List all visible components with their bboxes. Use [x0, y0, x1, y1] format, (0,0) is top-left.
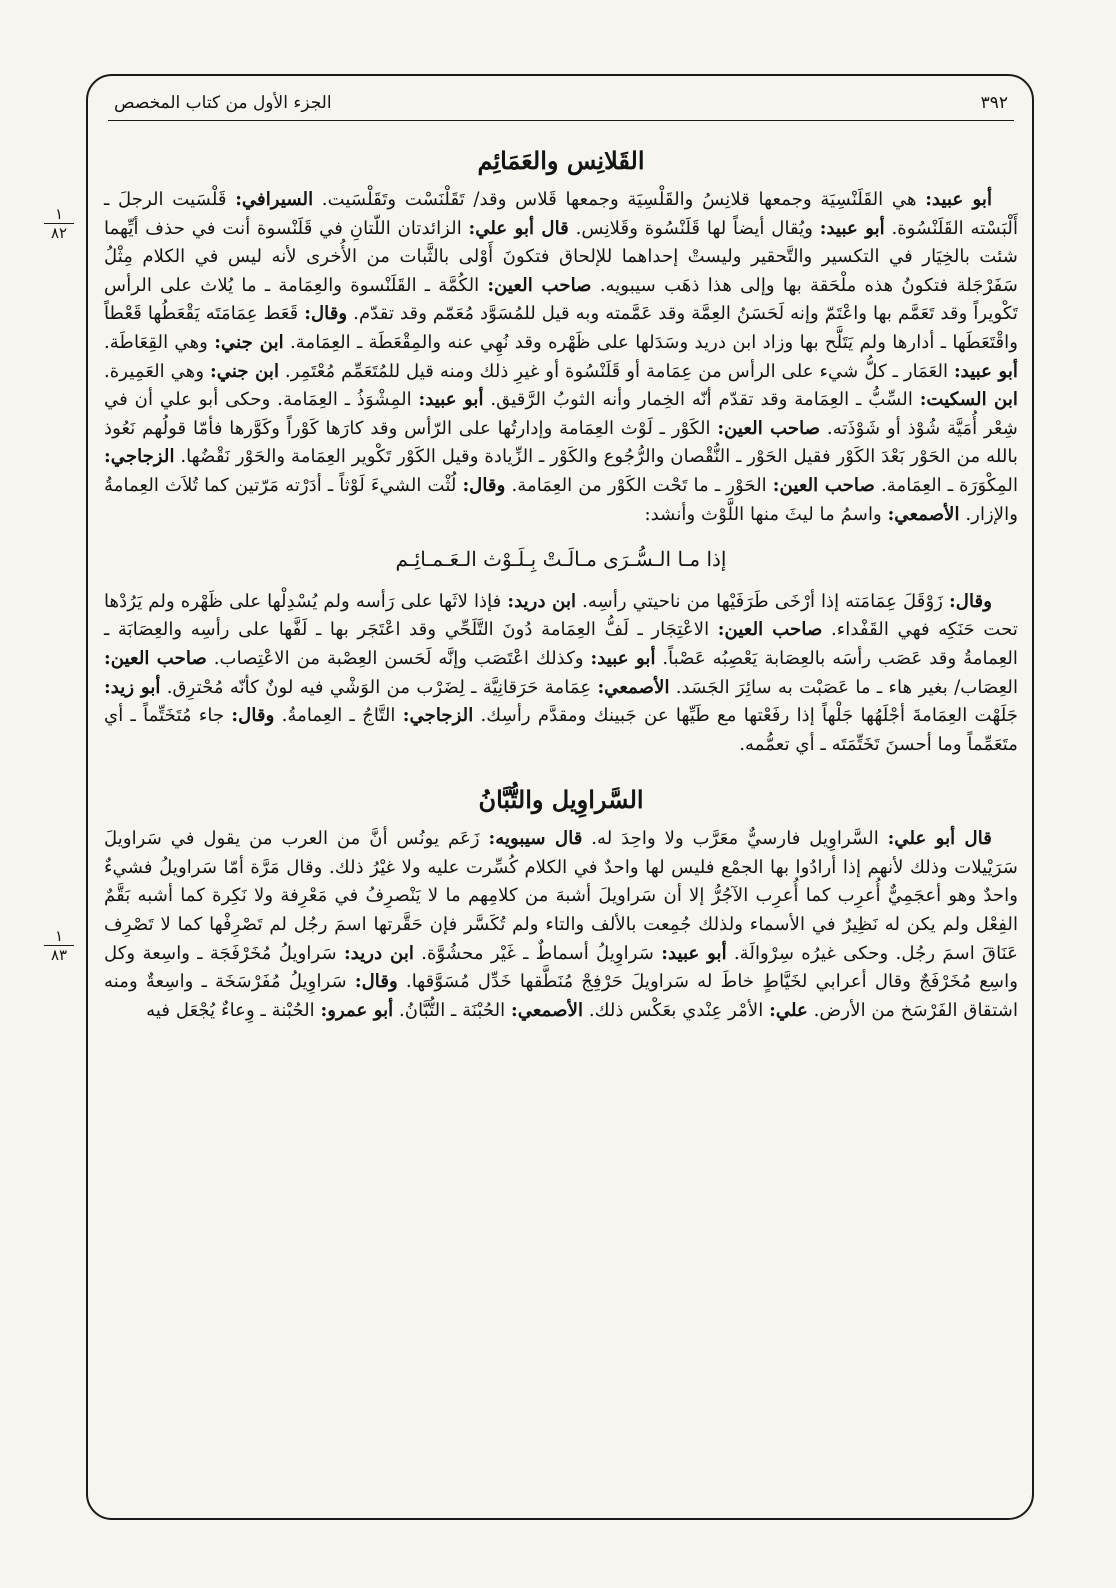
source-name: وقال:	[231, 705, 275, 727]
text-run: العِصَاب/ بغير هاء ـ ما عَصَبْت به سائِرَ الجَسَد.	[669, 676, 1019, 698]
text-run: زَوْقَلَ عِمَامَته إذا أرْخَى طَرَفَيْها من ناحيتي رأسِه.	[576, 590, 950, 612]
text-run: الاعْتِجَار ـ لَفُّ العِمَامة دُونَ التَّلَحِّي وقد اعْتَجَر بها ـ لَفَّها على رأسِه والعِصَابَة ـ العِمامةُ وقد عَصَب رأسَه بالعِصَابة يَعْصِبُه عَصْباً.	[104, 619, 1018, 669]
source-name: الزجاجي:	[402, 705, 474, 727]
text-run: واسمُ ما ليثَ منها اللَّوْث وأنشد:	[644, 503, 888, 525]
source-name: أبو عبيد:	[925, 189, 993, 210]
source-name: قال سيبويه:	[488, 828, 583, 850]
text-run: عِمَامة حَرَقانِيَّة ـ لِضَرْب من الوَشْي فيه لونٌ كأنّه مُحْترِق.	[160, 676, 598, 698]
book-title: الجزء الأول من كتاب المخصص	[114, 93, 332, 113]
source-name: الزجاجي:	[104, 446, 175, 468]
text-run: ويُقال أيضاً لها قَلَنْسُوة وقَلانِس.	[568, 217, 820, 239]
text-run: المِشْوَذُ ـ العِمَامة. وحكى أبو علي أن في شِعْر أُمَيَّة شُوْذ أو شَوْذَته.	[104, 389, 1018, 439]
page-content	[104, 138, 1018, 1025]
source-name: ابن جني:	[210, 360, 280, 382]
source-name: ابن دريد:	[507, 590, 577, 612]
text-run: السَّراوِيل فارسيٌّ معَرَّب ولا واحِدَ له.	[582, 828, 888, 850]
text-run: جاء مُتَخَتِّماً ـ أي متَعَمِّماً وما أحسنَ تَخَتِّمَتَه ـ أي تعمُّمه.	[104, 705, 1018, 755]
source-name: الأصمعي:	[511, 999, 584, 1021]
source-name: وقال:	[462, 474, 506, 496]
source-name: ابن جني:	[214, 331, 284, 353]
source-name: الأصمعي:	[597, 676, 670, 698]
margin-ref-numerator: ١	[44, 928, 74, 946]
paragraph-headgear-1	[104, 186, 1018, 529]
source-name: قال أبو علي:	[468, 217, 569, 239]
source-name: صاحب العين:	[717, 619, 823, 641]
text-run: فإذا لاثَها على رَأسه ولم يُسْدِلْها على ظَهْره ولم يَرُدْها تحت حَنَكِه فهي القَفْداء.	[104, 590, 1018, 641]
source-name: أبو عبيد:	[590, 647, 656, 669]
text-run: الكُمَّة ـ القَلَنْسوة والعِمَامة ـ ما يُلاث على الرأس تَكْويراً وقد تَعَمَّم بها واعْتَمّ وإنه لَحَسَنُ العِمَّة وقد عَمَّمته وبه قيل للمُسَوَّد مُعَمّم وقد تقدّم.	[104, 274, 1018, 325]
text-run: سَراوِيلُ أسماطٌ ـ غَيْر محشُوَّة.	[413, 942, 662, 964]
text-run: وكذلك اعْتَصَب وإنَّه لَحَسن العِصْبة من الاعْتِصاب.	[206, 647, 591, 669]
margin-reference-82	[44, 206, 74, 241]
text-run: الأمْر عِنْدي بعَكْس ذلك.	[583, 999, 770, 1021]
text-run: سَراوِيلُ مُفَرْسَخَة ـ واسِعةٌ ومنه اشتقاق الفَرْسَخ من الأرض.	[104, 971, 1018, 1021]
paragraph-headgear-2	[104, 588, 1018, 760]
page-number: ٣٩٢	[980, 93, 1008, 113]
text-run: وهي العَمِيرة.	[104, 360, 211, 382]
text-run: التَّاجُ ـ العِمامةُ.	[274, 705, 403, 727]
source-name: الأصمعي:	[887, 503, 960, 525]
source-name: صاحب العين:	[717, 417, 821, 439]
text-run: الحَوْر ـ ما تَحْت الكَوْر من العِمَامة.	[505, 474, 773, 496]
margin-reference-83	[44, 928, 74, 963]
source-name: أبو عبيد:	[953, 360, 1018, 382]
text-run: السِّبُّ ـ العِمَامة وقد تقدّم أنّه الخِمار وأنه الثوبُ الرَّقيق.	[483, 389, 920, 411]
source-name: وقال:	[354, 971, 398, 993]
section-title-headgear: القَلانِس والعَمَائِم	[477, 146, 645, 175]
source-name: أبو عبيد:	[661, 942, 727, 964]
running-header	[108, 86, 1014, 121]
text-run: قَعَط عِمَامَتَه يَقْعَطُها قَعْطاً واقْتَعَطَها ـ أدارها ولم يَتَلَّح بها وزاد ابن دريد وسَدَلها على ظَهْره وقد نُهِي عنه والمِقْعَطَة ـ العِمَامة.	[104, 303, 1018, 353]
text-run: هي القَلَنْسِيَة وجمعها قلانِسُ والقَلْسِيَة وجمعها قَلاس وقد/ تَقَلْنَسْت وتَقَلْسَيت.	[313, 189, 926, 210]
text-run: سَراويلُ مُخَرْفَجَة ـ واسِعة وكل واسِع مُخَرْفَجٌ وقال أعرابي لخَيَّاطٍ خاطَ له سَراويلَ حَرْفِجْ مُنَطَّقها خَدِّل مُسَوَّقها.	[104, 942, 1018, 993]
text-run: الحُبْنة ـ وِعاءٌ يُجْعَل فيه	[146, 999, 321, 1021]
source-name: علي:	[769, 999, 808, 1021]
text-run: قَلْسَيت الرجلَ ـ أَلْبَسْته القَلَنْسُوة.	[104, 189, 1018, 239]
source-name: وقال:	[949, 590, 992, 612]
text-run: جَلَهْت العِمَامةَ أجْلَهُها جَلْهاً إذا رفَعْتها مع طَيِّها عن جَبينك ومقدَّم رأسِك.	[473, 705, 1018, 727]
source-name: السيرافي:	[235, 189, 314, 210]
text-run: الحُبْنَة ـ التُّبَّانُ.	[393, 999, 512, 1021]
source-name: صاحب العين:	[487, 274, 592, 296]
section-title-trousers: السَّراوِيل والتُّبَّانُ	[478, 785, 644, 815]
source-name: أبو زيد:	[104, 676, 161, 698]
text-run: لُثْت الشيءَ لَوْثاً ـ أدَرْته مَرّتين كما تُلاَث العِمامةُ والإزار.	[104, 474, 1018, 525]
margin-ref-denominator: ٨٣	[50, 946, 68, 964]
text-run: زَعَم يونُس أنَّ من العرب من يقول في سَراويلَ سَرَيْيلات وذلك لأنهم إذا أرادُوا بها الجمْع فليس لها واحدٌ في الكلام كُسِّرت عليه ولا غيْرُ ذلك. وقال مَرَّة أمّا سَراويلُ فشيءٌ واحدٌ وهو أعجَمِيٌّ أُعرِب كما أُعرِب الآجُرُّ إلا أن سَراويلَ أشبهَ من كلامِهم ما لا يَنْصرِفُ في مَعْرِفة ولا نَكِرة كما أشبه بَقَّمٌ الفِعْل ولم يكن له نَظِيرٌ في الأسماء ولذلك جُمِعت بالألف والتاء ولم تُكَسَّر فإن حَقَّرتها اسمَ رجُل لم تَصْرِفْها كما لا تَصْرِف عَنَاقَ اسمَ رجُل. وحكى غيرُه سِرْوالَة.	[104, 828, 1019, 964]
text-run: الزائدتان اللّتانِ في قَلَنْسوة أنت في حذف أيِّهما شئت بالخِيَار في التكسير والتَّحقير وليستْ إحداهما للإلحاق فتكونَ أَوْلى بالثَّبات من الأُخرى لأنه ليس في الكلام مِثْلُ سَفَرْجَلة فتكونُ هذه ملْحَقة بها وإلى هذا ذهَب سيبويه.	[104, 217, 1019, 296]
source-name: قال أبو علي:	[887, 828, 992, 850]
source-name: ابن السكيت:	[919, 389, 1018, 411]
paragraph-trousers-1	[104, 825, 1018, 1025]
text-run: المِكْوَرَة ـ العِمَامة.	[874, 474, 1018, 496]
text-run: العَمَار ـ كلُّ شيء على الرأس من عِمَامة أو قَلَنْسُوة أو غيرِ ذلك ومنه قيل للمُتَعَمِّم مُعْتَمِر.	[279, 360, 954, 382]
poetry-verse: إذا مـا الـسُّـرَى مـالَـتْ بِـلَـوْث الـعَـمـائِـم	[395, 547, 727, 572]
text-run: الكَوْر ـ لَوْث العِمَامة وإدارتُها على الرّأس وقد كارَها كَوْراً وكَوَّرها فأمّا قولُهم نَعُوذ بالله من الحَوْر بَعْدَ الكَوْر فقيل الحَوْر ـ النُّقْصان والرُّجُوع والكَوْر ـ الزِّيادة وقيل الكَوْر تَكْوير العِمَامة والحَوْر نَقْضُها.	[104, 417, 1018, 468]
source-name: ابن دريد:	[343, 942, 414, 964]
source-name: صاحب العين:	[772, 474, 875, 496]
source-name: أبو عمرو:	[320, 999, 394, 1021]
source-name: أبو عبيد:	[418, 389, 484, 411]
source-name: وقال:	[304, 303, 348, 325]
source-name: صاحب العين:	[104, 647, 207, 669]
source-name: أبو عبيد:	[819, 217, 885, 239]
margin-ref-denominator: ٨٢	[50, 224, 68, 242]
margin-ref-numerator: ١	[44, 206, 74, 224]
text-run: وهي القِعَاطَة.	[104, 331, 215, 353]
